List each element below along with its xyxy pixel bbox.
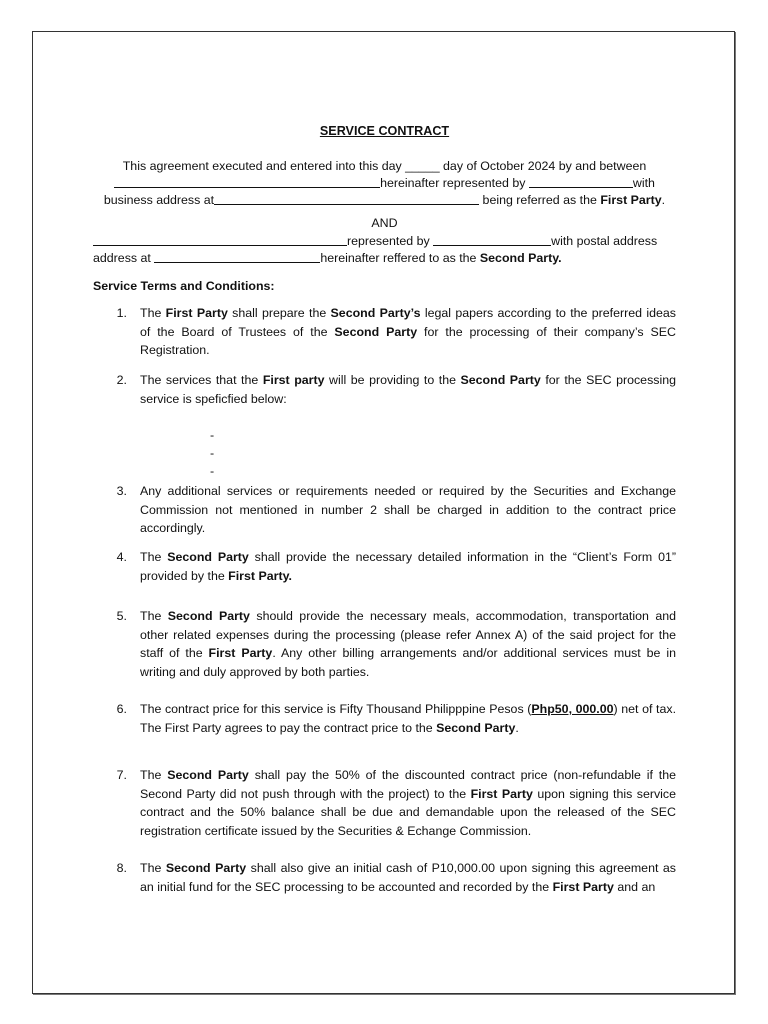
- item-number: 8.: [116, 861, 127, 875]
- representative-blank[interactable]: [529, 175, 633, 188]
- item-number: 7.: [116, 768, 127, 782]
- second-intro-line-1: represented by with postal address: [93, 232, 657, 251]
- item-number: 4.: [116, 550, 127, 564]
- service-list-dash: -: [210, 428, 215, 442]
- service-list-dash: -: [210, 464, 215, 478]
- contract-title: SERVICE CONTRACT: [319, 124, 450, 138]
- term-item-6: The contract price for this service is Fifty Thousand Philipppine Pesos (Php50, 000.00) net of tax. The First Party agrees to pay the contract price to the Second Party.: [140, 702, 677, 735]
- party-name-blank[interactable]: [114, 175, 380, 188]
- item-number: 3.: [116, 484, 127, 498]
- second-representative-blank[interactable]: [433, 233, 551, 246]
- business-address-blank[interactable]: [214, 192, 479, 205]
- second-intro-line-2: address at hereinafter reffered to as the Second Party.: [93, 251, 562, 265]
- item-number: 2.: [116, 373, 127, 387]
- term-item-2: The services that the First party will be providing to the Second Party for the SEC processing service is speficfied below:: [140, 373, 676, 406]
- term-item-4: The Second Party shall provide the necessary detailed information in the “Client’s Form 01” provided by the First Party.: [140, 550, 676, 583]
- second-party-name-blank[interactable]: [93, 233, 347, 246]
- item-number: 5.: [116, 609, 127, 623]
- intro-line-2: hereinafter represented by with: [33, 174, 736, 193]
- intro-line-3: business address at being referred as the First Party.: [103, 193, 666, 207]
- term-item-8: The Second Party shall also give an initial cash of P10,000.00 upon signing this agreement as an initial fund for the SEC processing to be accounted and recorded by the First Party and an: [140, 861, 676, 894]
- intro-line-1: This agreement executed and entered into this day _____ day of October 2024 by and between: [122, 159, 647, 173]
- item-number: 6.: [116, 702, 127, 716]
- and-label: AND: [371, 216, 398, 230]
- postal-address-blank[interactable]: [154, 250, 320, 263]
- term-item-5: The Second Party should provide the necessary meals, accommodation, transportation and other related expenses during the processing (please refer Annex A) of the said project for the staff of the First Party. Any other billing arrangements and/or additional services must be in writing and duly approved by both parties.: [140, 609, 677, 679]
- term-item-1: The First Party shall prepare the Second Party’s legal papers according to the preferred ideas of the Board of Trustees of the Second Party for the processing of their company’s SEC Registration.: [140, 306, 676, 358]
- term-item-3: Any additional services or requirements needed or required by the Securities and Exchange Commission not mentioned in number 2 shall be charged in addition to the contract price accordingly.: [140, 484, 676, 536]
- term-item-7: The Second Party shall pay the 50% of the discounted contract price (non-refundable if the Second Party did not push through with the project) to the First Party upon signing this service contract and the 50% balance shall be due and demandable upon the released of the SEC registration certificate issued by the Securities & Echange Commission.: [140, 768, 677, 838]
- item-number: 1.: [116, 306, 127, 320]
- document-page: [32, 31, 735, 994]
- service-list-dash: -: [210, 446, 215, 460]
- terms-heading: Service Terms and Conditions:: [93, 279, 275, 293]
